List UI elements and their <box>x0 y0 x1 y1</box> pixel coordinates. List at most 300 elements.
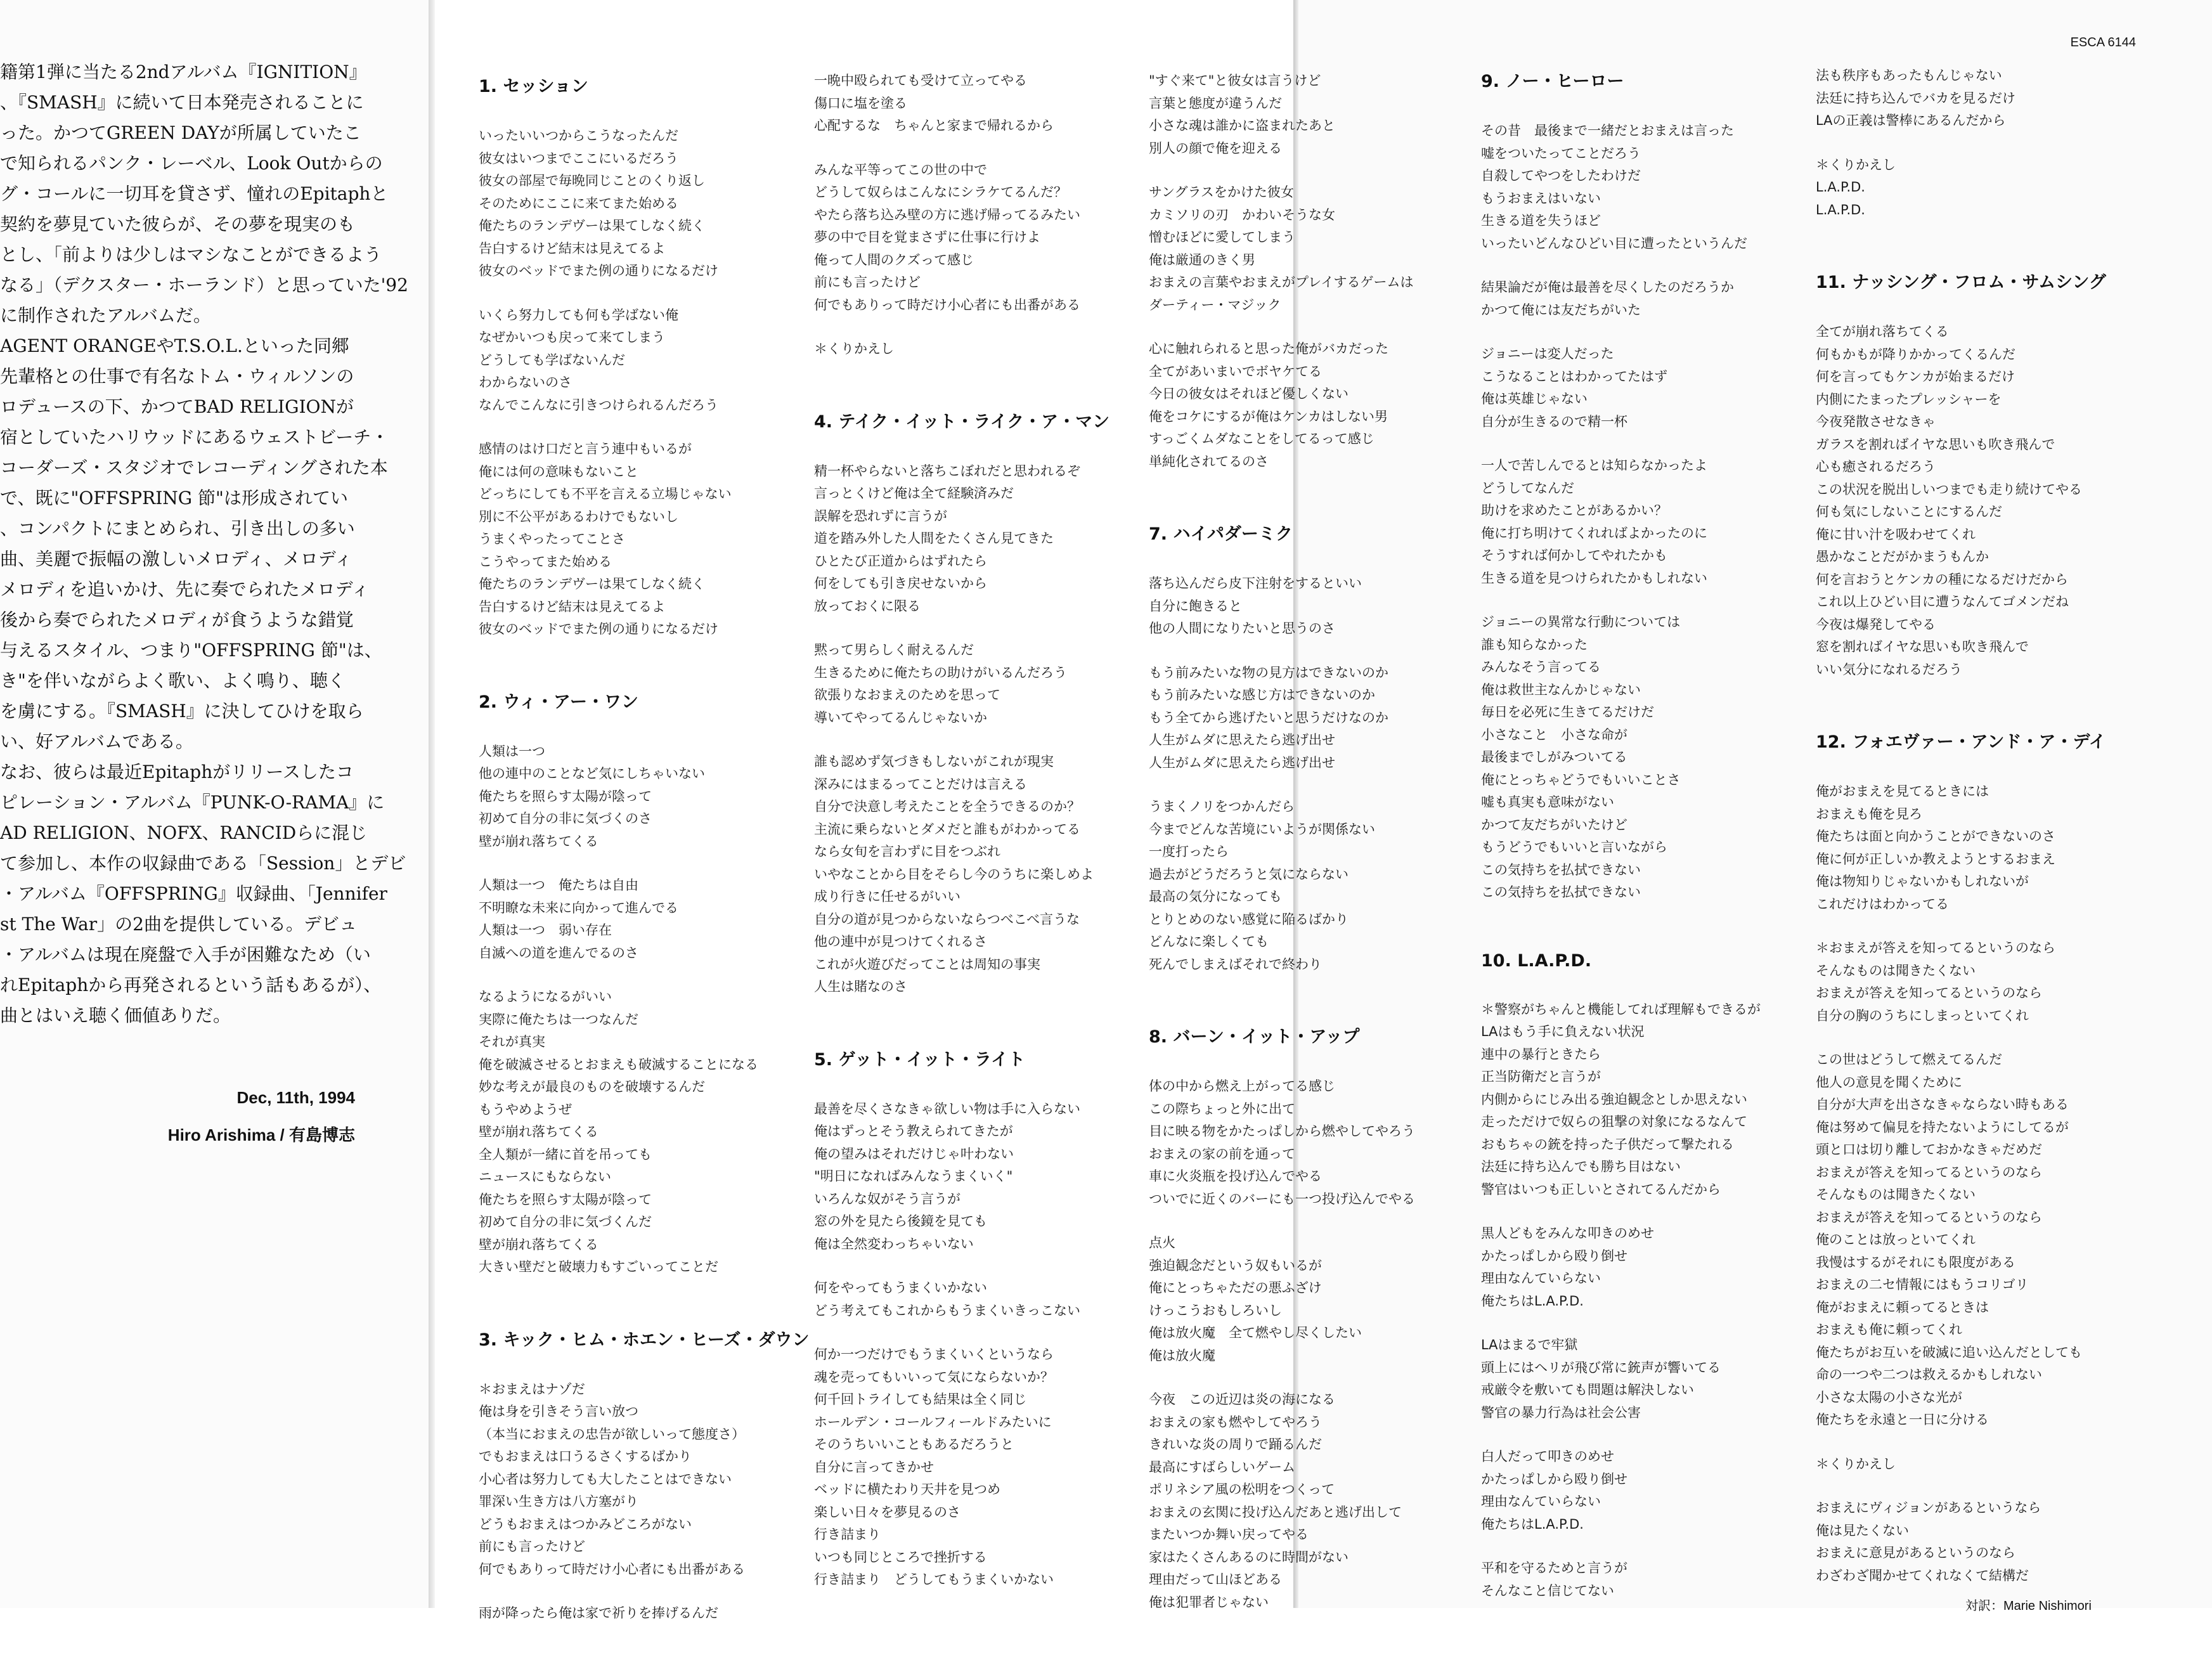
lyric-line: なるようになるがいい <box>479 989 612 1004</box>
lyric-line: 戒厳令を敷いても問題は解決しない <box>1481 1382 1694 1397</box>
lyric-line: うまくやったってことさ <box>479 531 625 547</box>
stanza <box>1816 321 2106 681</box>
lyric-line: 警官はいつも正しいとされてるんだから <box>1481 1181 1721 1197</box>
song <box>814 408 1109 999</box>
lyric-line: その昔 最後まで一緒だとおまえは言った <box>1481 123 1734 138</box>
liner-line: グ・コールに一切耳を貸さず、憧れのEpitaphと <box>0 183 389 204</box>
lyric-line: 行き詰まり <box>814 1527 881 1542</box>
stanza <box>1149 1389 1415 1614</box>
song <box>479 1326 809 1625</box>
stanza <box>1816 65 2106 133</box>
lyric-line: 告白するけど結末は見えてるよ <box>479 240 665 256</box>
lyric-line: 目に映る物をかたっぱしから燃やしてやろう <box>1149 1124 1415 1139</box>
liner-line: AD RELIGION、NOFX、RANCIDらに混じ <box>0 822 368 843</box>
lyric-line: それが真実 <box>479 1034 545 1049</box>
liner-line: い、好アルバムである。 <box>0 731 193 752</box>
lyric-line: 他の連中のことなど気にしちゃいない <box>479 766 705 781</box>
lyric-line: 誤解を恐れずに言うが <box>814 508 947 524</box>
lyric-line: 俺は厳通のきく男 <box>1149 252 1255 268</box>
lyric-line: 言っとくけど俺は全て経験済みだ <box>814 486 1014 501</box>
lyric-line: 楽しい日々を夢見るのさ <box>814 1504 960 1520</box>
stanza <box>1481 343 1761 433</box>
lyric-line: なら女旬を言わずに目をつぶれ <box>814 844 1000 859</box>
lyric-line: 告白するけど結末は見えてるよ <box>479 599 665 614</box>
liner-line: ピレーション・アルバム『PUNK-O-RAMA』に <box>0 792 385 813</box>
song-title: 5. ゲット・イット・ライト <box>814 1049 1026 1070</box>
lyric-line: 何か一つだけでもうまくいくというなら <box>814 1347 1054 1362</box>
catalog-number: ESCA 6144 <box>2070 36 2136 49</box>
lyric-line: そのうちいいこともあるだろうと <box>814 1437 1014 1452</box>
lyric-line: 最後までしがみついてる <box>1481 749 1627 765</box>
lyric-line: 理由なんていらない <box>1481 1271 1601 1286</box>
lyric-line: 何も気にしないことにするんだ <box>1816 504 2002 519</box>
lyric-line: 愚かなことだがかまうもんか <box>1816 549 1989 564</box>
song <box>1481 67 1761 904</box>
stanza <box>1481 1334 1761 1424</box>
liner-line: で知られるパンク・レーベル、Look Outからの <box>0 153 383 174</box>
lyric-line: もうおまえはいない <box>1481 190 1601 206</box>
lyric-line: 他人の意見を聞くために <box>1816 1074 1962 1090</box>
lyric-line: ホールデン・コールフィールドみたいに <box>814 1414 1052 1430</box>
lyric-line: そんなものは聞きたくない <box>1816 962 1976 978</box>
lyric-line: 行き詰まり どうしてもうまくいかない <box>814 1572 1054 1587</box>
lyric-line: 生きるために俺たちの助けがいるんだろう <box>814 664 1067 680</box>
lyric-line: みんな平等ってこの世の中で <box>814 162 987 178</box>
lyric-line: ＊おまえはナゾだ <box>479 1381 585 1397</box>
lyric-line: おまえも俺を見ろ <box>1816 806 1922 822</box>
lyric-line: 言葉と態度が違うんだ <box>1149 95 1282 111</box>
lyric-line: 黙って男らしく耐えるんだ <box>814 642 974 658</box>
lyric-line: 主流に乗らないとダメだと誰もがわかってる <box>814 821 1080 837</box>
lyric-line: 俺たちはL.A.P.D. <box>1481 1293 1584 1309</box>
lyric-line: ＊くりかえし <box>1816 1456 1896 1472</box>
lyric-line: 俺には何の意味もないこと <box>479 463 638 479</box>
lyric-line: この気持ちを払拭できない <box>1481 862 1641 878</box>
lyric-line: 何を言ってもケンカが始まるだけ <box>1816 369 2015 384</box>
lyric-line: おまえの言葉やおまえがプレイするゲームは <box>1149 275 1414 290</box>
lyric-line: ＊警察がちゃんと機能してれば理解もできるが <box>1481 1001 1761 1017</box>
liner-line: った。かつてGREEN DAYが所属していたこ <box>0 122 361 143</box>
lyric-line: 欲張りなおまえのためを思って <box>814 687 1000 703</box>
stanza <box>1149 796 1415 976</box>
lyric-line: 俺は物知りじゃないかもしれないが <box>1816 874 2029 889</box>
liner-line: 後から奏でられたメロディが食うような錯覚 <box>0 609 354 630</box>
stanza <box>814 1344 1109 1591</box>
lyric-line: 小さなこと 小さな命が <box>1481 727 1627 742</box>
lyrics-column-1 <box>479 72 809 1672</box>
stanza <box>814 1098 1109 1256</box>
lyric-line: 俺がおまえに頼ってるときは <box>1816 1299 1989 1315</box>
song-title: 3. キック・ヒム・ホエン・ヒーズ・ダウン <box>479 1330 810 1350</box>
lyric-line: 俺たちのランデヴーは果てしなく続く <box>479 576 705 592</box>
lyric-line: 生きる道を失うほど <box>1481 213 1601 228</box>
lyric-line: 死んでしまえばそれで終わり <box>1149 956 1322 972</box>
lyric-line: 俺は全然変わっちゃいない <box>814 1236 974 1252</box>
lyric-line: 結果論だが俺は最善を尽くしたのだろうか <box>1481 280 1734 295</box>
liner-line: AGENT ORANGEやT.S.O.L.といった同郷 <box>0 335 349 356</box>
lyric-line: 理由なんていらない <box>1481 1494 1601 1509</box>
lyric-line: 走っただけで奴らの狙撃の対象になるなんて <box>1481 1114 1747 1129</box>
song <box>1816 728 2106 1587</box>
stanza <box>1149 181 1415 316</box>
song-title: 9. ノー・ヒーロー <box>1481 72 1624 91</box>
liner-line: 、『SMASH』に続いて日本発売されることに <box>0 92 364 113</box>
song-title: 2. ウィ・アー・ワン <box>479 692 639 712</box>
song <box>1481 951 1761 1603</box>
lyric-line: 俺をコケにするが俺はケンカはしない男 <box>1149 408 1388 424</box>
lyric-line: 強迫観念だという奴もいるが <box>1149 1257 1322 1273</box>
lyric-line: 自分が大声を出さなきゃならない時もある <box>1816 1097 2069 1112</box>
stanza <box>1149 662 1415 775</box>
lyric-line: 感情のはけ口だと言う連中もいるが <box>479 441 692 457</box>
lyric-line: 警官の暴力行為は社会公害 <box>1481 1404 1641 1420</box>
song-title: 11. ナッシング・フロム・サムシング <box>1816 273 2106 292</box>
liner-line: 曲とはいえ聴く価値ありだ。 <box>0 1005 231 1026</box>
lyric-line: ジョニーは変人だった <box>1481 346 1614 361</box>
lyric-line: 全人類が一緒に首を吊っても <box>479 1146 652 1162</box>
liner-line: とし、「前よりは少しはマシなことができるよう <box>0 244 382 265</box>
lyric-line: 法廷に持ち込んでも勝ち目はない <box>1481 1159 1681 1174</box>
stanza <box>479 986 809 1279</box>
lyric-line: 俺は身を引きそう言い放つ <box>479 1404 638 1419</box>
stanza <box>1481 276 1761 321</box>
liner-line: 曲、美麗で振幅の激しいメロディ、メロディ <box>0 548 352 569</box>
stanza <box>479 1378 809 1581</box>
stanza <box>1481 1222 1761 1312</box>
lyric-line: 大きい壁だと破壊力もすごいってことだ <box>479 1259 718 1274</box>
lyric-line: かつて俺には友だちがいた <box>1481 302 1641 318</box>
liner-line: れEpitaphから再発されるという話もあるが）、 <box>0 975 382 995</box>
lyric-line: この状況を脱出しいつまでも走り続けてやる <box>1816 481 2082 497</box>
lyric-line: 過去がどうだろうと気にならない <box>1149 866 1349 882</box>
lyric-line: ついでに近くのバーにも一つ投げ込んでやる <box>1149 1191 1415 1207</box>
lyric-line: ダーティー・マジック <box>1149 297 1281 313</box>
lyric-line: 法廷に持ち込んでバカを見るだけ <box>1816 90 2015 106</box>
lyric-line: おまえの二セ情報にはもうコリゴリ <box>1816 1277 2029 1292</box>
liner-line: 先輩格との仕事で有名なトム・ウィルソンの <box>0 366 354 387</box>
song <box>479 72 809 641</box>
lyric-line: L.A.P.D. <box>1816 202 1865 217</box>
lyric-line: この際ちょっと外に出て <box>1149 1101 1295 1117</box>
lyric-line: ニュースにもならない <box>479 1169 611 1184</box>
lyric-line: LAはもう手に負えない状況 <box>1481 1024 1645 1039</box>
translator-credit: 対訳：Marie Nishimori <box>1965 1599 2092 1613</box>
lyric-line: 自滅への道を進んでるのさ <box>479 945 638 961</box>
song-title: 4. テイク・イット・ライク・ア・マン <box>814 412 1110 432</box>
stanza <box>1481 999 1761 1202</box>
lyric-line: そのためにここに来てまた始める <box>479 195 678 211</box>
lyric-line: 窓の外を見たら後鏡を見ても <box>814 1214 987 1229</box>
lyric-line: カミソリの刃 かわいそうな女 <box>1149 207 1335 223</box>
lyric-line: 自分の道が見つからないならつべこべ言うな <box>814 911 1080 927</box>
lyric-line: 初めて自分の非に気づくのさ <box>479 811 652 826</box>
lyric-line: 実際に俺たちは一つなんだ <box>479 1011 638 1027</box>
stanza <box>1149 338 1415 473</box>
lyric-line: 家はたくさんあるのに時間がない <box>1149 1549 1349 1565</box>
stanza <box>479 125 809 283</box>
lyric-line: 俺は放火魔 全て燃やし尽くしたい <box>1149 1325 1362 1340</box>
lyric-line: おまえにヴィジョンがあるというなら <box>1816 1500 2041 1515</box>
lyric-line: 内側にたまったプレッシャーを <box>1816 391 2002 407</box>
lyric-line: 俺って人間のクズって感じ <box>814 252 974 268</box>
lyric-line: 自分に言ってきかせ <box>814 1459 934 1475</box>
lyric-line: 体の中から燃え上がってる感じ <box>1149 1079 1335 1094</box>
stanza <box>479 874 809 964</box>
lyric-line: 何をやってもうまくいかない <box>814 1280 987 1295</box>
liner-line: ・アルバム『OFFSPRING』収録曲、「Jennifer <box>0 883 387 904</box>
lyric-line: 理由だって山ほどある <box>1149 1572 1282 1587</box>
liner-line: て参加し、本作の収録曲である「Session」とデビ <box>0 853 406 874</box>
lyric-line: 今夜発散させなきゃ <box>1816 414 1936 429</box>
lyric-line: 他の人間になりたいと思うのさ <box>1149 621 1335 636</box>
lyric-line: ＊おまえが答えを知ってるというのなら <box>1816 940 2055 956</box>
lyric-line: 俺たちのランデヴーは果てしなく続く <box>479 218 705 233</box>
liner-line: を虜にする。『SMASH』に決してひけを取ら <box>0 701 364 722</box>
liner-line: 契約を夢見ていた彼らが、その夢を現実のも <box>0 214 356 235</box>
lyric-line: 俺たちを永遠と一日に分ける <box>1816 1412 1989 1427</box>
lyric-line: すっごくムダなことをしてるって感じ <box>1149 431 1374 446</box>
lyric-line: 白人だって叩きのめせ <box>1481 1449 1614 1464</box>
lyric-line: ポリネシア風の松明をつくって <box>1149 1482 1335 1497</box>
lyric-line: （本当におまえの忠告が欲しいって態度さ） <box>479 1426 745 1442</box>
lyric-line: 憎むほどに愛してしまう <box>1149 230 1295 245</box>
lyric-line: 俺は放火魔 <box>1149 1347 1215 1363</box>
lyric-line: L.A.P.D. <box>1816 179 1865 195</box>
song-title: 1. セッション <box>479 77 588 96</box>
lyric-line: 助けを求めたことがあるかい？ <box>1481 503 1667 518</box>
lyric-line: ベッドに横たわり天井を見つめ <box>814 1482 1000 1497</box>
lyric-line: こうなることはわかってたはず <box>1481 368 1667 384</box>
stanza <box>1481 1557 1761 1602</box>
song <box>1149 70 1415 473</box>
lyrics-column-3 <box>1149 70 1415 1661</box>
lyric-line: 我慢はするがそれにも限度がある <box>1816 1254 2015 1270</box>
liner-line: ・アルバムは現在廃盤で入手が困難なため（い <box>0 944 371 965</box>
lyric-line: 一晩中殴られても受けて立ってやる <box>814 73 1027 88</box>
lyric-line: どう考えてもこれからもうまくいきっこない <box>814 1302 1080 1318</box>
stanza <box>1149 1075 1415 1210</box>
song <box>814 1046 1109 1591</box>
liner-line: なお、彼らは最近Epitaphがリリースしたコ <box>0 761 354 782</box>
lyric-line: おまえの家の前を通って <box>1149 1146 1295 1162</box>
lyric-line: 俺に何が正しいか教えようとするおまえ <box>1816 851 2055 867</box>
lyric-line: いい気分になれるだろう <box>1816 661 1962 677</box>
liner-line: 、コンパクトにまとめられ、引き出しの多い <box>0 518 355 539</box>
lyric-line: うまくノリをつかんだら <box>1149 799 1295 814</box>
liner-line: 籍第1弾に当たる2ndアルバム『IGNITION』 <box>0 62 367 82</box>
lyric-line: 俺の望みはそれだけじゃ叶わない <box>814 1146 1014 1162</box>
lyric-line: 人類は一つ 弱い存在 <box>479 923 612 938</box>
lyric-line: そうすれば何かしてやれたかも <box>1481 548 1667 563</box>
lyric-line: 妙な考えが最良のものを破壊するんだ <box>479 1079 705 1094</box>
lyrics-column-4 <box>1481 67 1761 1649</box>
lyric-line: 心に触れられると思った俺がバカだった <box>1149 341 1388 356</box>
lyric-line: 小さな魂は誰かに盗まれたあと <box>1149 118 1335 133</box>
lyric-line: かたっぱしから殴り倒せ <box>1481 1248 1627 1264</box>
lyric-line: 壁が崩れ落ちてくる <box>479 833 598 849</box>
lyric-line: でもおまえは口うるさくするばかり <box>479 1449 692 1464</box>
lyric-line: 正当防衛だと言うが <box>1481 1069 1601 1084</box>
liner-line: 与えるスタイル、つまり"OFFSPRING 節"は、 <box>0 640 382 661</box>
lyric-line: おまえも俺に頼ってくれ <box>1816 1322 1962 1337</box>
lyric-line: 一度打ったら <box>1149 844 1229 859</box>
lyric-line: 壁が崩れ落ちてくる <box>479 1236 598 1252</box>
stanza <box>1149 70 1415 160</box>
stanza <box>1816 1453 2106 1476</box>
lyric-line: どっちにしても不平を言える立場じゃない <box>479 486 732 502</box>
lyric-line: かつて友だちがいたけど <box>1481 817 1627 833</box>
lyric-line: 何でもありって時だけ小心者にも出番がある <box>814 297 1080 313</box>
lyric-line: 俺たちは面と向かうことができないのさ <box>1816 829 2055 844</box>
lyric-line: 単純化されてるのさ <box>1149 453 1269 469</box>
lyric-line: 誰も知らなかった <box>1481 637 1588 652</box>
lyric-line: もう全てから逃げたいと思うだけなのか <box>1149 710 1388 725</box>
lyric-line: みんなそう言ってる <box>1481 659 1601 675</box>
stanza <box>1481 120 1761 255</box>
lyric-line: 俺たちがお互いを破滅に追い込んだとしても <box>1816 1344 2082 1360</box>
lyric-line: 深みにはまるってことだけは言える <box>814 776 1027 792</box>
lyric-line: 点火 <box>1149 1235 1175 1250</box>
song-title: 8. バーン・イット・アップ <box>1149 1027 1360 1047</box>
lyric-line: 俺に打ち明けてくれればよかったのに <box>1481 525 1707 541</box>
lyric-line: 毎日を必死に生きてるだけだ <box>1481 704 1654 720</box>
stanza <box>1481 455 1761 590</box>
lyric-line: 罪深い生き方は八方塞がり <box>479 1494 638 1509</box>
lyric-line: 導いてやってるんじゃないか <box>814 710 987 725</box>
lyric-line: 何千回トライしても結果は全く同じ <box>814 1392 1027 1407</box>
liner-line: ロデュースの下、かつてBAD RELIGIONが <box>0 396 354 417</box>
lyric-line: もう前みたいな物の見方はできないのか <box>1149 664 1388 680</box>
liner-notes-text <box>0 57 431 1031</box>
lyric-line: どうしてなんだ <box>1481 480 1574 496</box>
lyric-line: 今までどんな苦境にいようが関係ない <box>1149 821 1375 837</box>
lyric-line: 俺は犯罪者じゃない <box>1149 1594 1269 1610</box>
lyric-line: 小心者は努力しても大したことはできない <box>479 1471 732 1487</box>
lyric-line: 雨が降ったら俺は家で祈りを捧げるんだ <box>479 1605 718 1621</box>
stanza <box>1816 1497 2106 1587</box>
stanza <box>1481 611 1761 904</box>
stanza <box>479 741 809 853</box>
lyric-line: おまえに意見があるというのなら <box>1816 1545 2015 1560</box>
lyric-line: やたら落ち込み壁の方に逃げ帰ってるみたい <box>814 207 1080 223</box>
stanza <box>814 70 1109 138</box>
lyric-line: どうしても学ばないんだ <box>479 352 625 368</box>
lyric-line: "明日になればみんなうまくいく" <box>814 1169 1013 1184</box>
lyric-line: 放っておくに限る <box>814 598 921 614</box>
lyric-line: 俺は努めて偏見を持たないようにしてるが <box>1816 1119 2069 1135</box>
lyric-line: 人類は一つ <box>479 743 545 759</box>
lyric-line: 小さな太陽の小さな光が <box>1816 1389 1962 1405</box>
lyric-line: 自殺してやつをしたわけだ <box>1481 168 1641 183</box>
liner-line: なる」（デクスター・ホーランド）と思っていた'92 <box>0 275 408 295</box>
lyric-line: 何でもありって時だけ小心者にも出番がある <box>479 1561 745 1577</box>
lyric-line: そんなものは聞きたくない <box>1816 1187 1976 1202</box>
lyrics-column-2 <box>814 70 1109 1638</box>
stanza <box>1816 937 2106 1027</box>
lyric-line: 一人で苦しんでるとは知らなかったよ <box>1481 458 1707 473</box>
lyric-line: サングラスをかけた彼女 <box>1149 185 1294 200</box>
lyric-line: "すぐ来て"と彼女は言うけど <box>1149 73 1321 88</box>
stanza <box>479 438 809 641</box>
song-title: 12. フォエヴァー・アンド・ア・デイ <box>1816 732 2106 752</box>
lyric-line: どんなに楽しくても <box>1149 934 1269 949</box>
song <box>1149 1023 1415 1614</box>
lyric-line: 全てがあいまいでボヤケてる <box>1149 363 1322 379</box>
lyric-line: ＊くりかえし <box>1816 157 1896 172</box>
lyric-line: 他の連中が見つけてくれるさ <box>814 934 987 949</box>
lyric-line: 道を踏み外した人間をたくさん見てきた <box>814 531 1054 546</box>
lyric-line: 俺はずっとそう教えられてきたが <box>814 1124 1013 1139</box>
lyric-line: 何をしても引き戻せないから <box>814 576 987 591</box>
lyric-line: わからないのさ <box>479 375 572 390</box>
lyric-line: 壁が崩れ落ちてくる <box>479 1124 598 1139</box>
liner-line: に制作されたアルバムだ。 <box>0 305 211 326</box>
lyric-line: 生きる道を見つけられたかもしれない <box>1481 570 1707 586</box>
lyric-line: 窓を割ればイヤな思いも吹き飛んで <box>1816 639 2029 654</box>
liner-line: st The War」の2曲を提供している。デビュ <box>0 914 357 935</box>
stanza <box>814 159 1109 317</box>
lyric-line: 別に不公平があるわけでもないし <box>479 509 678 524</box>
lyric-line: わざわざ聞かせてくれなくて結構だ <box>1816 1567 2029 1583</box>
liner-date: Dec, 11th, 1994 <box>236 1088 355 1107</box>
lyric-line: 落ち込んだら皮下注射をするといい <box>1149 576 1362 591</box>
lyric-line: 自分の胸のうちにしまっといてくれ <box>1816 1008 2029 1023</box>
lyric-line: 全てが崩れ落ちてくる <box>1816 324 1949 339</box>
lyric-line: 今夜は爆発してやる <box>1816 616 1936 632</box>
song-title: 10. L.A.P.D. <box>1481 950 1592 971</box>
lyric-line: 彼女はいつまでここにいるだろう <box>479 150 678 166</box>
lyric-line: 俺にとっちゃただの悪ふざけ <box>1149 1280 1322 1295</box>
lyric-line: 俺たちを照らす太陽が陰って <box>479 788 652 804</box>
lyric-line: けっこうおもしろいし <box>1149 1302 1282 1318</box>
lyric-line: もう前みたいな感じ方はできないのか <box>1149 687 1375 703</box>
liner-line: で、既に"OFFSPRING 節"は形成されてい <box>0 488 348 509</box>
lyric-line: 彼女のベッドでまた例の通りになるだけ <box>479 263 718 278</box>
lyric-line: おまえが答えを知ってるというのなら <box>1816 985 2042 1001</box>
lyric-line: いったいどんなひどい目に遭ったというんだ <box>1481 235 1747 251</box>
lyric-line: 別人の顔で俺を迎える <box>1149 140 1282 156</box>
lyric-line: 成り行きに任せるがいい <box>814 889 960 904</box>
lyric-line: 命の一つや二つは救えるかもしれない <box>1816 1367 2042 1382</box>
lyric-line: 彼女の部屋で毎晩同じことのくり返し <box>479 173 705 188</box>
lyric-line: 自分で決意し考えたことを全うできるのか？ <box>814 799 1080 814</box>
lyric-line: 人生がムダに思えたら逃げ出せ <box>1149 732 1335 748</box>
liner-line: メロディを追いかけ、先に奏でられたメロディ <box>0 579 370 600</box>
lyric-line: 人生がムダに思えたら逃げ出せ <box>1149 755 1335 770</box>
lyric-line: 俺に甘い汁を吸わせてくれ <box>1816 526 1976 542</box>
stanza <box>479 304 809 417</box>
lyrics-column-5 <box>1816 65 2106 1634</box>
lyric-line: 夢の中で目を覚まさずに仕事に行けよ <box>814 230 1040 245</box>
lyric-line: ジョニーの異常な行動については <box>1481 614 1681 630</box>
lyric-line: 何を言おうとケンカの種になるだけだから <box>1816 571 2068 587</box>
lyric-line: 傷口に塩を塗る <box>814 95 907 111</box>
lyric-line: 俺は救世主なんかじゃない <box>1481 682 1641 697</box>
lyric-line: ひとたび正道からはずれたら <box>814 553 987 569</box>
lyric-line: どうもおまえはつかみどころがない <box>479 1516 692 1532</box>
lyric-line: またいつか舞い戻ってやる <box>1149 1527 1309 1542</box>
song <box>1816 268 2106 681</box>
lyric-line: おもちゃの銃を持った子供だって撃たれる <box>1481 1136 1734 1152</box>
stanza <box>1149 573 1415 640</box>
song <box>1816 65 2106 221</box>
lyric-line: 最高の気分になっても <box>1149 889 1282 904</box>
lyric-line: おまえが答えを知ってるというのなら <box>1816 1164 2042 1180</box>
lyric-line: なぜかいつも戻って来てしまう <box>479 330 665 345</box>
lyric-line: 嘘をついたってことだろう <box>1481 145 1641 161</box>
lyric-line: 嘘も真実も意味がない <box>1481 794 1614 810</box>
stanza <box>479 1602 809 1625</box>
